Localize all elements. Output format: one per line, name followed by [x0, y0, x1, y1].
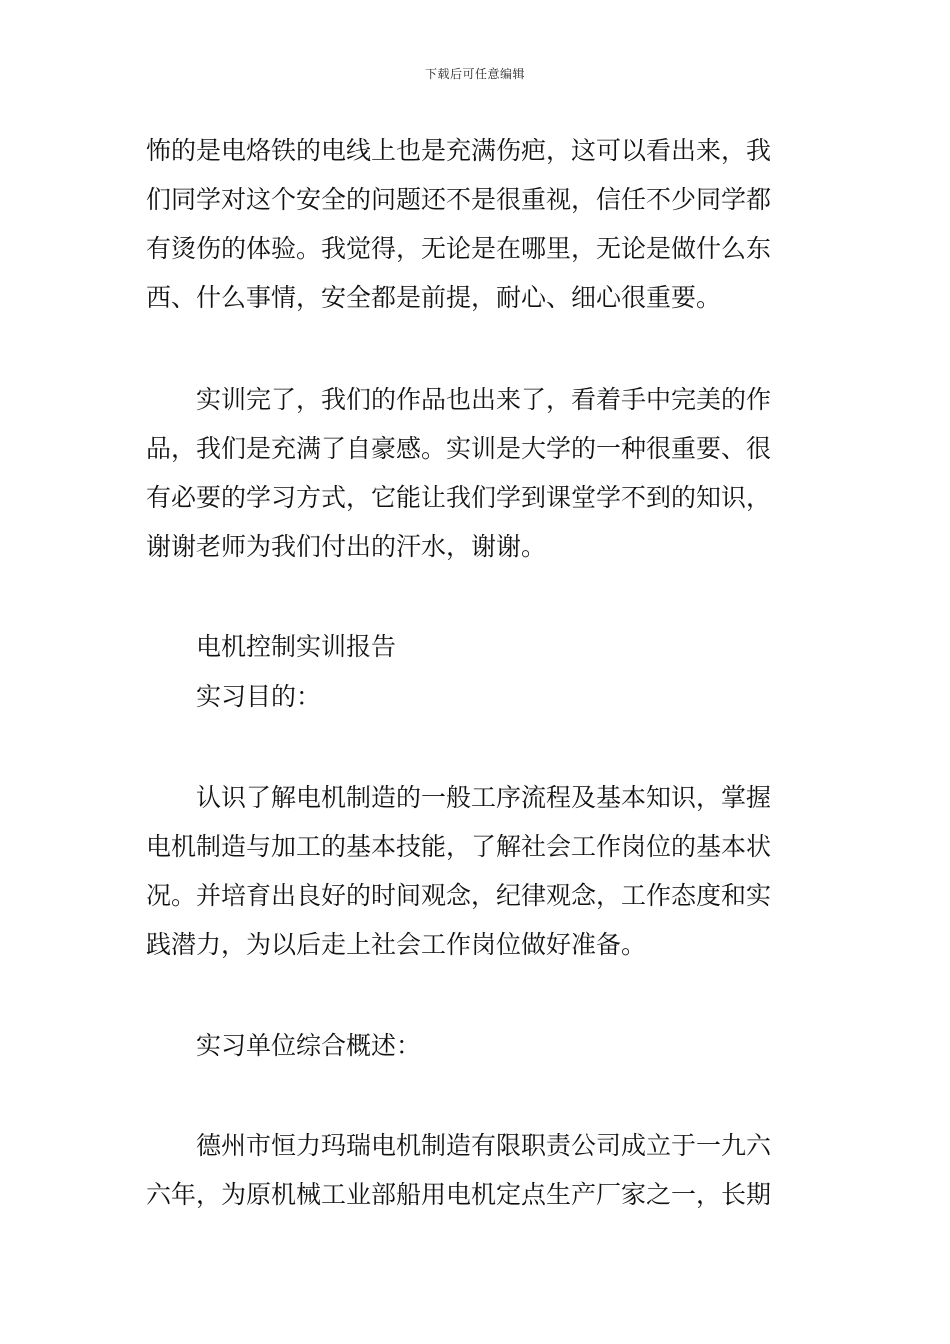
paragraph-safety: [146, 126, 806, 322]
purpose-heading: 实习目的：: [196, 682, 322, 711]
header-note: 下载后可任意编辑: [424, 67, 525, 81]
paragraph-line: 有必要的学习方式，它能让我们学到课堂学不到的知识，: [146, 483, 772, 512]
paragraph-line: 德州市恒力玛瑞电机制造有限职责公司成立于一九六: [196, 1131, 772, 1160]
paragraph-line: 谢谢老师为我们付出的汗水，谢谢。: [146, 532, 547, 561]
report-title: 电机控制实训报告: [196, 632, 397, 661]
paragraph-conclusion: [146, 375, 806, 571]
paragraph-line: 有烫伤的体验。我觉得，无论是在哪里，无论是做什么东: [146, 234, 772, 263]
paragraph-line: 们同学对这个安全的问题还不是很重视，信任不少同学都: [146, 185, 772, 214]
overview-heading: 实习单位综合概述：: [196, 1031, 422, 1060]
paragraph-purpose: [146, 773, 806, 969]
paragraph-line: 西、什么事情，安全都是前提，耐心、细心很重要。: [146, 283, 722, 312]
paragraph-line: 怖的是电烙铁的电线上也是充满伤疤，这可以看出来，我: [146, 136, 772, 165]
paragraph-line: 品，我们是充满了自豪感。实训是大学的一种很重要、很: [146, 434, 772, 463]
paragraph-line: 况。并培育出良好的时间观念，纪律观念，工作态度和实: [146, 881, 772, 910]
paragraph-company: [146, 1121, 806, 1219]
paragraph-line: 践潜力，为以后走上社会工作岗位做好准备。: [146, 930, 647, 959]
paragraph-line: 实训完了，我们的作品也出来了，看着手中完美的作: [196, 385, 772, 414]
paragraph-line: 六年，为原机械工业部船用电机定点生产厂家之一，长期: [146, 1180, 772, 1209]
paragraph-line: 认识了解电机制造的一般工序流程及基本知识，掌握: [196, 783, 772, 812]
paragraph-line: 电机制造与加工的基本技能，了解社会工作岗位的基本状: [146, 832, 772, 861]
